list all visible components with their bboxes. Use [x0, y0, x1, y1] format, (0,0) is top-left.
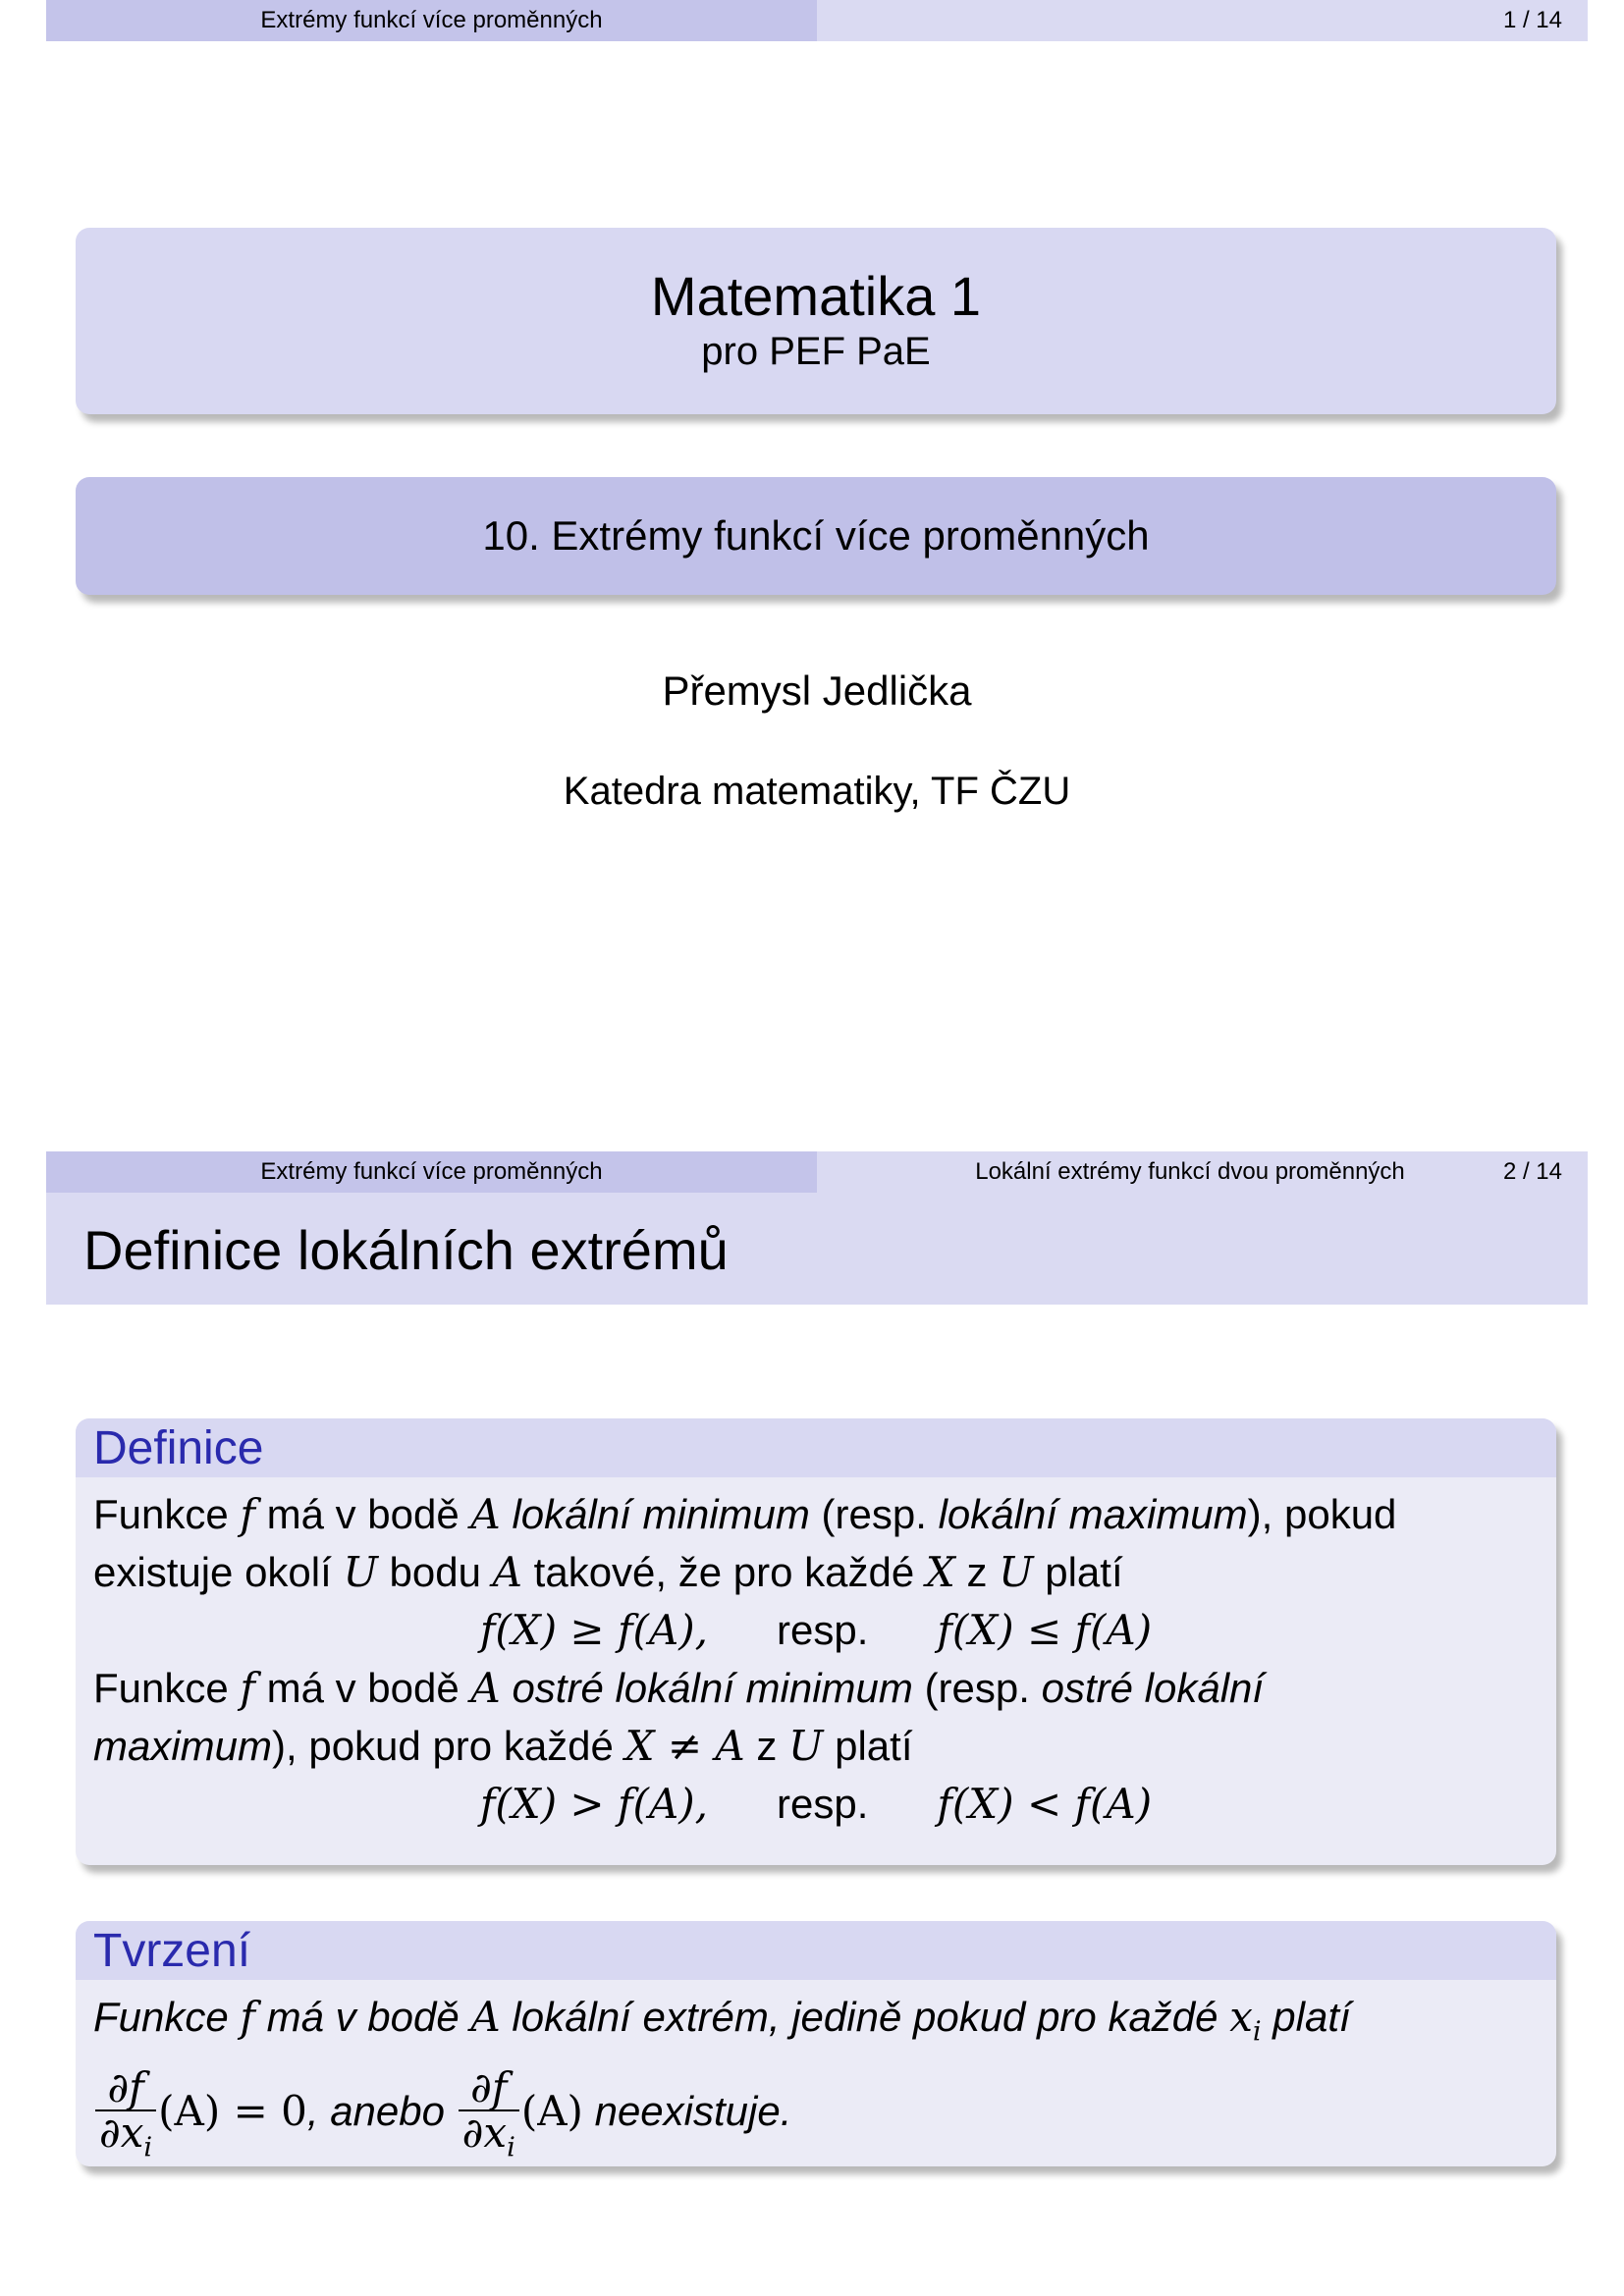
theorem-line-1: Funkce f má v bodě A lokální extrém, jedině pokud pro každé $x_i$ platí: [93, 1993, 1351, 2048]
header-title: Extrémy funkcí více proměnných: [46, 0, 817, 41]
slide-1: [46, 0, 1588, 1148]
header-section: Lokální extrémy funkcí dvou proměnných: [975, 1158, 1405, 1185]
partial-derivative-fraction: $\frac{\partial f}{\partial x_i}$: [459, 2066, 519, 2163]
theorem-line-2: $\frac{\partial f}{\partial x_i}$ (A) = 0, anebo $\frac{\partial f}{\partial x_i}$ (A) neexistuje.: [93, 2066, 1539, 2163]
theorem-block: [76, 1921, 1556, 2166]
definition-line-2: existuje okolí U bodu A takové, že pro každé X z U platí: [93, 1548, 1123, 1596]
definition-block: [76, 1418, 1556, 1865]
definition-title: Definice: [76, 1418, 1556, 1477]
presentation-subtitle: pro PEF PaE: [701, 330, 931, 374]
slide-2: [46, 1151, 1588, 2296]
section-title: 10. Extrémy funkcí více proměnných: [482, 512, 1150, 559]
frame-title: Definice lokálních extrémů: [83, 1219, 729, 1281]
page-number: 1 / 14: [1502, 7, 1562, 33]
definition-body: [76, 1477, 1556, 1846]
definition-line-4: maximum), pokud pro každé X ≠ A z U platí: [93, 1722, 913, 1770]
section-title-box: [76, 477, 1556, 595]
theorem-body: [76, 1980, 1556, 2166]
author: Přemysl Jedlička: [662, 667, 972, 714]
presentation-title: Matematika 1: [650, 265, 982, 327]
equation-1: f(X) ≥ f(A), resp. f(X) ≤ f(A): [479, 1606, 1153, 1654]
equation-2: f(X) > f(A), resp. f(X) < f(A): [479, 1780, 1153, 1828]
institute: Katedra matematiky, TF ČZU: [563, 770, 1071, 813]
theorem-title: Tvrzení: [76, 1921, 1556, 1980]
frame-title-bar: [46, 1193, 1588, 1305]
definition-line-1: Funkce f má v bodě A lokální minimum (resp. lokální maximum), pokud: [93, 1490, 1397, 1538]
header-bar: [46, 0, 1588, 41]
title-box: [76, 228, 1556, 414]
header-title: Extrémy funkcí více proměnných: [46, 1151, 817, 1193]
definition-line-3: Funkce f má v bodě A ostré lokální minimum (resp. ostré lokální: [93, 1664, 1265, 1712]
header-bar: [46, 1151, 1588, 1193]
partial-derivative-fraction: $\frac{\partial f}{\partial x_i}$: [95, 2066, 156, 2163]
header-right: [817, 1151, 1588, 1193]
page-number: 2 / 14: [1502, 1158, 1562, 1185]
header-right: [817, 0, 1588, 41]
